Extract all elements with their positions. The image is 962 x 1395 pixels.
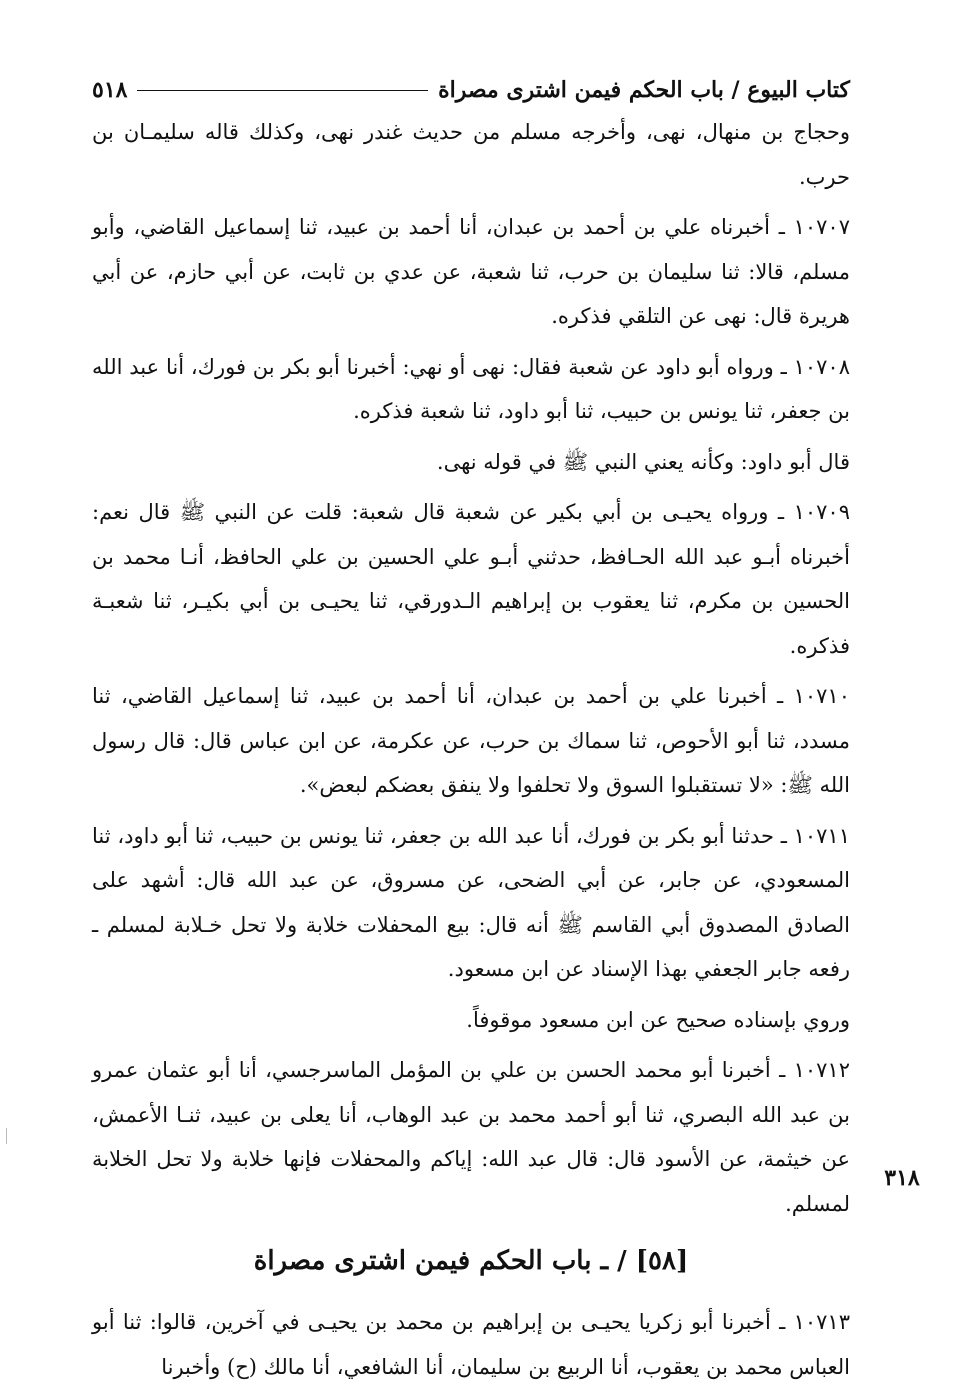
hadith-10707: ١٠٧٠٧ ـ أخبرناه علي بن أحمد بن عبدان، أنا أحمد بن عبيد، ثنا إسماعيل القاضي، وأبو مسلم، قالا: ثنا سليمان بن حرب، ثنا شعبة، عن عدي بن ثابت، عن أبي حازم، عن أبي هريرة قال: نهى عن التلقي فذكره. — [92, 215, 850, 328]
hadith-10712: ١٠٧١٢ ـ أخبرنا أبو محمد الحسن بن علي بن المؤمل الماسرجسي، أنا أبو عثمان عمرو بن عبد الله البصري، ثنا أبو أحمد محمد بن عبد الوهاب، أنا يعلى بن عبيد، ثنـا الأعمش، عن خيثمة، عن الأسود قال: قال عبد الله: إياكم والمحفلات فإنها خلابة ولا تحل الخلابة لمسلم. — [92, 1058, 850, 1216]
mawquf-note: وروي بإسناده صحيح عن ابن مسعود موقوفاً. — [466, 1007, 850, 1032]
page-number: ٥١٨ — [92, 77, 128, 103]
margin-number: ٣١٨ — [884, 1165, 920, 1191]
paragraph-continuation: وحجاج بن منهال، نهى، وأخرجه مسلم من حديث غندر نهى، وكذلك قاله سليمـان بن حرب. — [92, 120, 850, 189]
hadith-10710: ١٠٧١٠ ـ أخبرنا علي بن أحمد بن عبدان، أنا أحمد بن عبيد، ثنا إسماعيل القاضي، ثنا مسدد، ثنا أبو الأحوص، ثنا سماك بن حرب، عن عكرمة، عن ابن عباس قال: قال رسول الله ﷺ: «لا تستقبلوا السوق ولا تحلفوا ولا ينفق بعضكم لبعض». — [92, 684, 850, 797]
page-body — [92, 70, 850, 1395]
running-title: كتاب البيوع / باب الحكم فيمن اشترى مصراة — [438, 77, 850, 103]
scan-mark — [6, 1128, 7, 1144]
page-header — [92, 70, 850, 110]
abu-dawud-note: قال أبو داود: وكأنه يعني النبي ﷺ في قوله نهى. — [436, 449, 850, 474]
hadith-10708: ١٠٧٠٨ ـ ورواه أبو داود عن شعبة فقال: نهى أو نهي: أخبرنا أبو بكر بن فورك، أنا عبد الله بن جعفر، ثنا يونس بن حبيب، ثنا أبو داود، ثنا شعبة فذكره. — [92, 354, 850, 423]
header-rule — [137, 90, 428, 91]
section-heading: [٥٨] / ـ باب الحكم فيمن اشترى مصراة — [253, 1246, 689, 1276]
hadith-10713: ١٠٧١٣ ـ أخبرنا أبو زكريا يحيـى بن إبراهيم بن محمد بن يحيـى في آخرين، قالوا: ثنا أبو العباس محمد بن يعقوب، أنا الربيع بن سليمان، أنا الشافعي، أنا مالك (ح) وأخبرنا — [92, 1310, 850, 1379]
hadith-10709: ١٠٧٠٩ ـ ورواه يحيـى بن أبي بكير عن شعبة قال شعبة: قلت عن النبي ﷺ قال نعم: أخبرناه أبـو عبد الله الحـافظ، حدثني أبـو علي الحسين بن علي الحافظ، أنـا محمد بن الحسين بن مكرم، ثنا يعقوب بن إبراهيم الـدورقي، ثنا يحيـى بن أبي بكيـر، ثنا شعبـة فذكره. — [92, 500, 850, 658]
hadith-10711: ١٠٧١١ ـ حدثنا أبو بكر بن فورك، أنا عبد الله بن جعفر، ثنا يونس بن حبيب، ثنا أبو داود، ثنا المسعودي، عن جابر، عن أبي الضحى، عن مسروق، عن عبد الله قال: أشهد على الصادق المصدوق أبي القاسم ﷺ أنه قال: بيع المحفلات خلابة ولا تحل خـلابة لمسلم ـ رفعه جابر الجعفي بهذا الإسناد عن ابن مسعود. — [92, 823, 850, 981]
